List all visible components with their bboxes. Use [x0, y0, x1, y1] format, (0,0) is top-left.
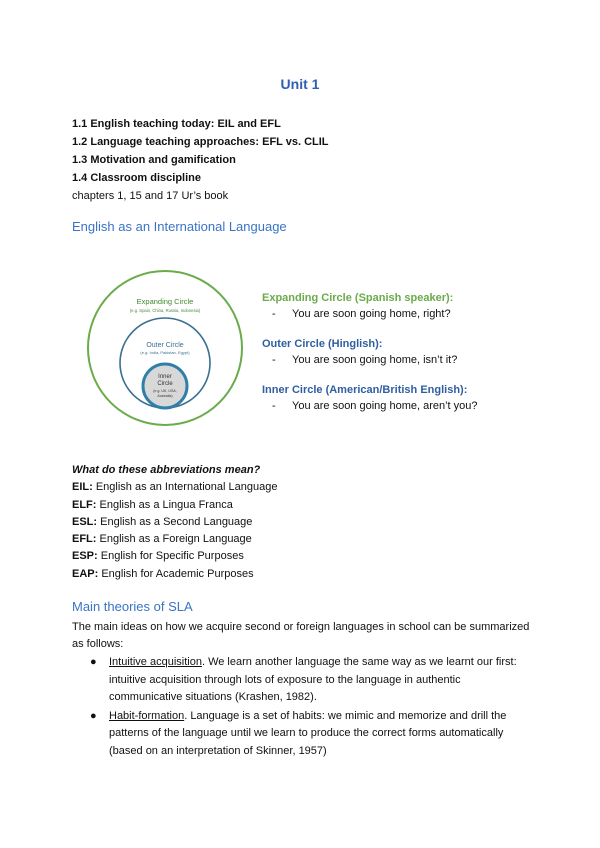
- example-inner: [262, 382, 478, 414]
- inner-circle-label: Inner: [158, 374, 172, 380]
- unit-title: Unit 1: [280, 76, 320, 92]
- example-sentence-row: [262, 398, 478, 414]
- abbreviation-row: [72, 548, 277, 565]
- abbreviation-key: ELF:: [72, 498, 97, 511]
- abbreviation-value: English as a Lingua Franca: [96, 498, 233, 511]
- toc-item: 1.1 English teaching today: EIL and EFL: [72, 118, 281, 130]
- example-heading: Inner Circle (American/British English):: [262, 384, 468, 396]
- bullet-icon: ●: [90, 709, 97, 722]
- abbreviation-row: [72, 531, 277, 548]
- bullet-icon: ●: [90, 656, 97, 668]
- abbreviation-row: [72, 479, 277, 496]
- example-sentence: You are soon going home, aren’t you?: [292, 400, 478, 412]
- outer-circle-label: Outer Circle: [146, 342, 184, 349]
- sla-theories-list: [90, 654, 525, 761]
- dash-marker: -: [272, 308, 276, 320]
- example-sentence: You are soon going home, right?: [292, 308, 451, 320]
- inner-circle-examples: (e.g. UK, USA,: [153, 389, 177, 393]
- circle-examples: [262, 290, 478, 428]
- sla-heading: Main theories of SLA: [72, 599, 193, 614]
- toc-item: 1.2 Language teaching approaches: EFL vs. CLIL: [72, 136, 329, 148]
- abbreviation-row: [72, 497, 277, 514]
- toc-item: 1.4 Classroom discipline: [72, 172, 201, 184]
- example-expanding: [262, 290, 478, 322]
- example-outer: [262, 336, 478, 368]
- abbreviation-key: EAP:: [72, 567, 99, 580]
- table-of-contents: [72, 115, 329, 205]
- example-sentence: You are soon going home, isn’t it?: [292, 354, 458, 366]
- example-sentence-row: [262, 306, 478, 322]
- dash-marker: -: [272, 354, 276, 366]
- theory-description: . Language is a set of habits: we mimic and memorize and drill the patterns of the language until we learn to produce the correct forms automatically (based on an interpretation of Skinner, 1957): [109, 709, 507, 757]
- theory-term: Intuitive acquisition: [109, 656, 202, 668]
- abbreviation-key: EFL:: [72, 533, 97, 546]
- theory-description: . We learn another language the same way as we learnt our first: intuitive acquisition through lots of exposure to the language in authentic communicative situations (Krashen, 1982).: [109, 656, 517, 703]
- expanding-circle-examples: (e.g. Spain, China, Russia, Indonesia): [129, 308, 201, 313]
- abbreviation-row: [72, 514, 277, 531]
- eil-heading: English as an International Language: [72, 219, 287, 234]
- example-heading: Expanding Circle (Spanish speaker):: [262, 292, 454, 304]
- toc-item: 1.3 Motivation and gamification: [72, 154, 236, 166]
- outer-circle-examples: (e.g. India, Pakistan, Egypt): [140, 350, 190, 355]
- list-item: [90, 654, 525, 707]
- kachru-circles-diagram: [85, 268, 245, 428]
- abbreviation-row: [72, 566, 277, 583]
- abbreviation-key: ESL:: [72, 515, 98, 528]
- toc-note: chapters 1, 15 and 17 Ur’s book: [72, 190, 229, 202]
- abbreviation-key: ESP:: [72, 550, 98, 563]
- abbreviation-value: English as a Foreign Language: [96, 533, 252, 546]
- example-sentence-row: [262, 352, 478, 368]
- theory-term: Habit-formation: [109, 709, 185, 722]
- list-item: [90, 708, 525, 761]
- abbreviation-value: English for Specific Purposes: [97, 550, 244, 563]
- abbreviations-question: What do these abbreviations mean?: [72, 464, 261, 476]
- abbreviation-value: English for Academic Purposes: [98, 567, 254, 580]
- example-heading: Outer Circle (Hinglish):: [262, 338, 383, 350]
- abbreviation-key: EIL:: [72, 481, 93, 494]
- dash-marker: -: [272, 400, 276, 412]
- inner-circle-examples: Australia): [157, 394, 173, 398]
- abbreviations-list: [72, 462, 277, 583]
- abbreviation-value: English as a Second Language: [97, 515, 253, 528]
- abbreviation-value: English as an International Language: [92, 481, 278, 494]
- expanding-circle-label: Expanding Circle: [136, 297, 194, 306]
- sla-intro: The main ideas on how we acquire second or foreign languages in school can be summarized as follows:: [72, 621, 530, 650]
- inner-circle-label: Circle: [157, 381, 173, 387]
